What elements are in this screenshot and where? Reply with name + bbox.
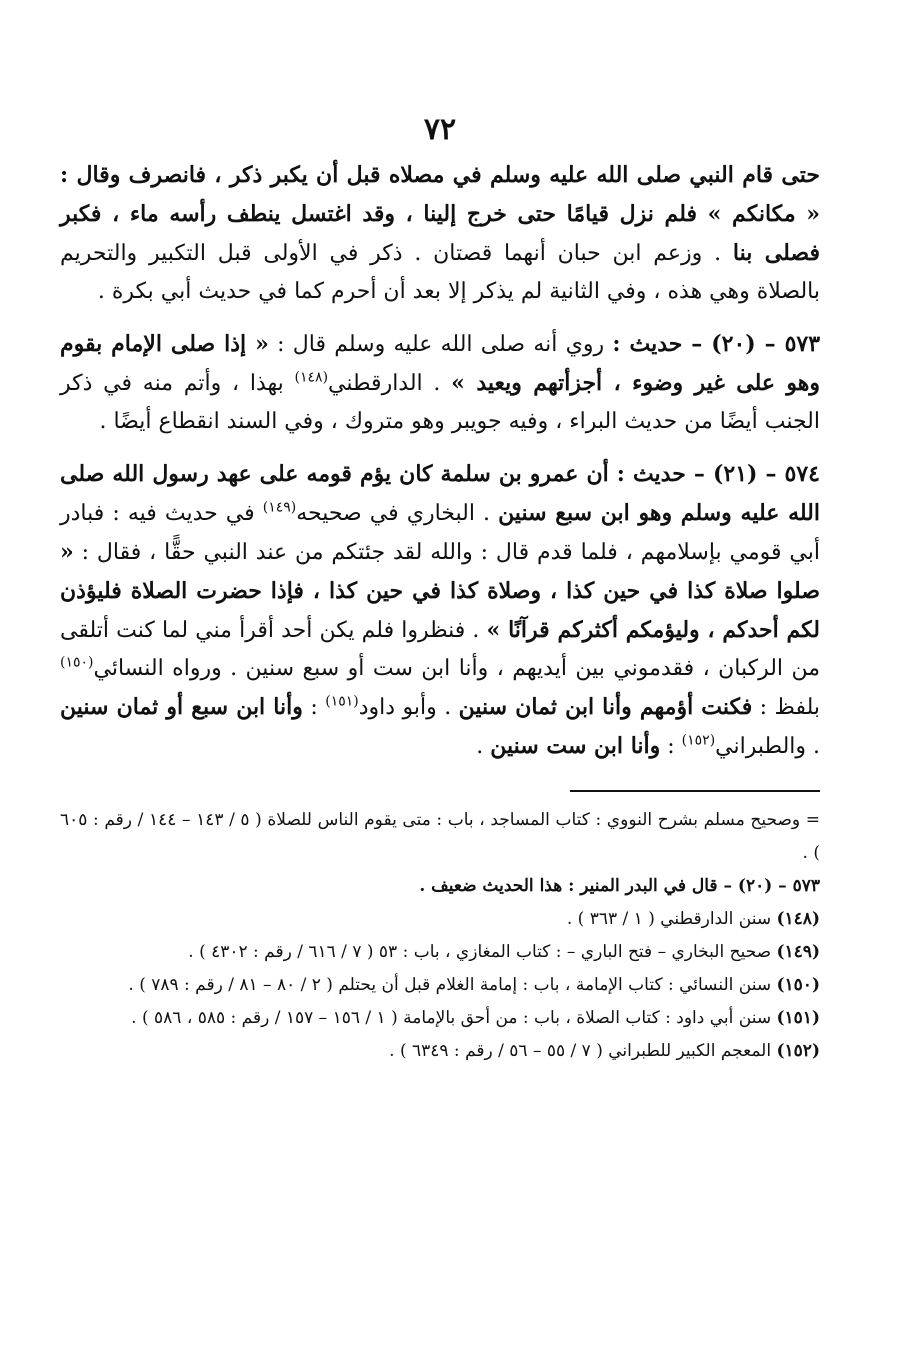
text-run: المعجم الكبير للطبراني ( ٧ / ٥٥ – ٥٦ / رقم : ٦٣٤٩ ) . <box>389 1041 777 1061</box>
bold-text: وأنا ابن سبع أو ثمان سنين <box>60 694 303 720</box>
footnote-ref: (١٤٨) <box>294 369 329 386</box>
hadith-574 <box>60 455 820 766</box>
text-run: بهذا ، وأتم منه في ذكر الجنب أيضًا من حديث البراء ، وفيه جويبر وهو متروك ، وفي السند انقطاع أيضًا . <box>60 371 820 434</box>
bold-text: « إذا صلى الإمام بقوم وهو على غير وضوء ، أجزأتهم ويعيد » <box>60 331 821 396</box>
text-run: في حديث فيه : فبادر أبي قومي بإسلامهم ، فلما قدم قال : والله لقد جئتكم من عند النبي حقًّا ، فقال : <box>60 501 820 565</box>
footnote-ref: (١٥٠) <box>60 654 94 671</box>
bold-text: وأنا ابن ست سنين <box>490 733 661 759</box>
text-run: سنن الدارقطني ( ١ / ٣٦٣ ) . <box>566 909 777 929</box>
bold-text: (١٤٩) <box>776 942 820 962</box>
main-text <box>60 156 820 766</box>
text-run: . وأبو داود <box>358 695 459 720</box>
text-run: روي أنه صلى الله عليه وسلم قال : <box>268 332 613 357</box>
page-number: ٧٢ <box>423 112 457 147</box>
footnote-ref: (١٥٢) <box>681 732 716 749</box>
footnote-ref: (١٤٩) <box>262 499 297 516</box>
footnote-148 <box>60 903 820 936</box>
footnote-573 <box>60 870 820 903</box>
footnote-152 <box>60 1035 820 1068</box>
text-run: . البخاري في صحيحه <box>296 501 499 526</box>
footnote-separator <box>570 790 820 792</box>
bold-text: (١٥٢) <box>776 1041 820 1061</box>
text-run: = وصحيح مسلم بشرح النووي : كتاب المساجد ، باب : متى يقوم الناس للصلاة ( ٥ / ١٤٣ – ١٤٤ / رقم : ٦٠٥ ) . <box>60 810 820 863</box>
footnote-150 <box>60 969 820 1002</box>
text-run: . والطبراني <box>715 734 820 759</box>
text-run: : <box>302 695 326 720</box>
footnote-ref: (١٥١) <box>325 693 359 710</box>
footnote-151 <box>60 1002 820 1035</box>
bold-text: « صلوا صلاة كذا في حين كذا ، وصلاة كذا في حين كذا ، فإذا حضرت الصلاة فليؤذن لكم أحدكم ، وليؤمكم أكثركم قرآنًا » <box>60 539 821 643</box>
bold-text: ٥٧٣ – (٢٠) – قال في البدر المنير : هذا الحديث ضعيف . <box>419 876 820 896</box>
bold-text: فكنت أؤمهم وأنا ابن ثمان سنين <box>458 694 753 720</box>
text-run: سنن النسائي : كتاب الإمامة ، باب : إمامة الغلام قبل أن يحتلم ( ٢ / ٨٠ – ٨١ / رقم : ٧٨٩ ) . <box>128 975 777 995</box>
text-run: بلفظ : <box>752 695 820 720</box>
text-run: سنن أبي داود : كتاب الصلاة ، باب : من أحق بالإمامة ( ١ / ١٥٦ – ١٥٧ / رقم : ٥٨٥ ، ٥٨٦ ) . <box>131 1008 777 1028</box>
bold-text: (١٤٨) <box>776 909 820 929</box>
text-run: . وزعم ابن حبان أنهما قصتان . ذكر في الأولى قبل التكبير والتحريم بالصلاة وهي هذه ، وفي الثانية لم يذكر إلا بعد أن أحرم كما في حديث أبي بكرة . <box>60 241 820 304</box>
bold-text: ٥٧٤ – (٢١) – حديث : أن عمرو بن سلمة كان يؤم قومه على عهد رسول الله صلى الله عليه وسلم وهو ابن سبع سنين <box>60 461 820 526</box>
paragraph-continuation <box>60 156 820 311</box>
footnote-continuation <box>60 804 820 870</box>
text-run: . فنظروا فلم يكن أحد أقرأ مني لما كنت أتلقى من الركبان ، فقدموني بين أيديهم ، وأنا ابن ست أو سبع سنين . ورواه النسائي <box>60 618 820 681</box>
footnote-149 <box>60 936 820 969</box>
bold-text: حتى قام النبي صلى الله عليه وسلم في مصلاه قبل أن يكبر ذكر ، فانصرف وقال : « مكانكم » فلم نزل قيامًا حتى خرج إلينا ، وقد اغتسل ينطف رأسه ماء ، فكبر فصلى بنا <box>60 162 820 266</box>
hadith-573 <box>60 325 820 441</box>
footnotes <box>60 804 820 1068</box>
bold-text: ٥٧٣ – (٢٠) – حديث : <box>612 331 821 357</box>
bold-text: (١٥١) <box>776 1008 820 1028</box>
text-run: صحيح البخاري – فتح الباري – : كتاب المغازي ، باب : ٥٣ ( ٧ / ٦١٦ / رقم : ٤٣٠٢ ) . <box>188 942 777 962</box>
text-run: . الدارقطني <box>328 371 452 396</box>
text-run: . <box>476 734 491 759</box>
bold-text: (١٥٠) <box>776 975 820 995</box>
book-page <box>60 110 820 1068</box>
text-run: : <box>660 734 682 759</box>
